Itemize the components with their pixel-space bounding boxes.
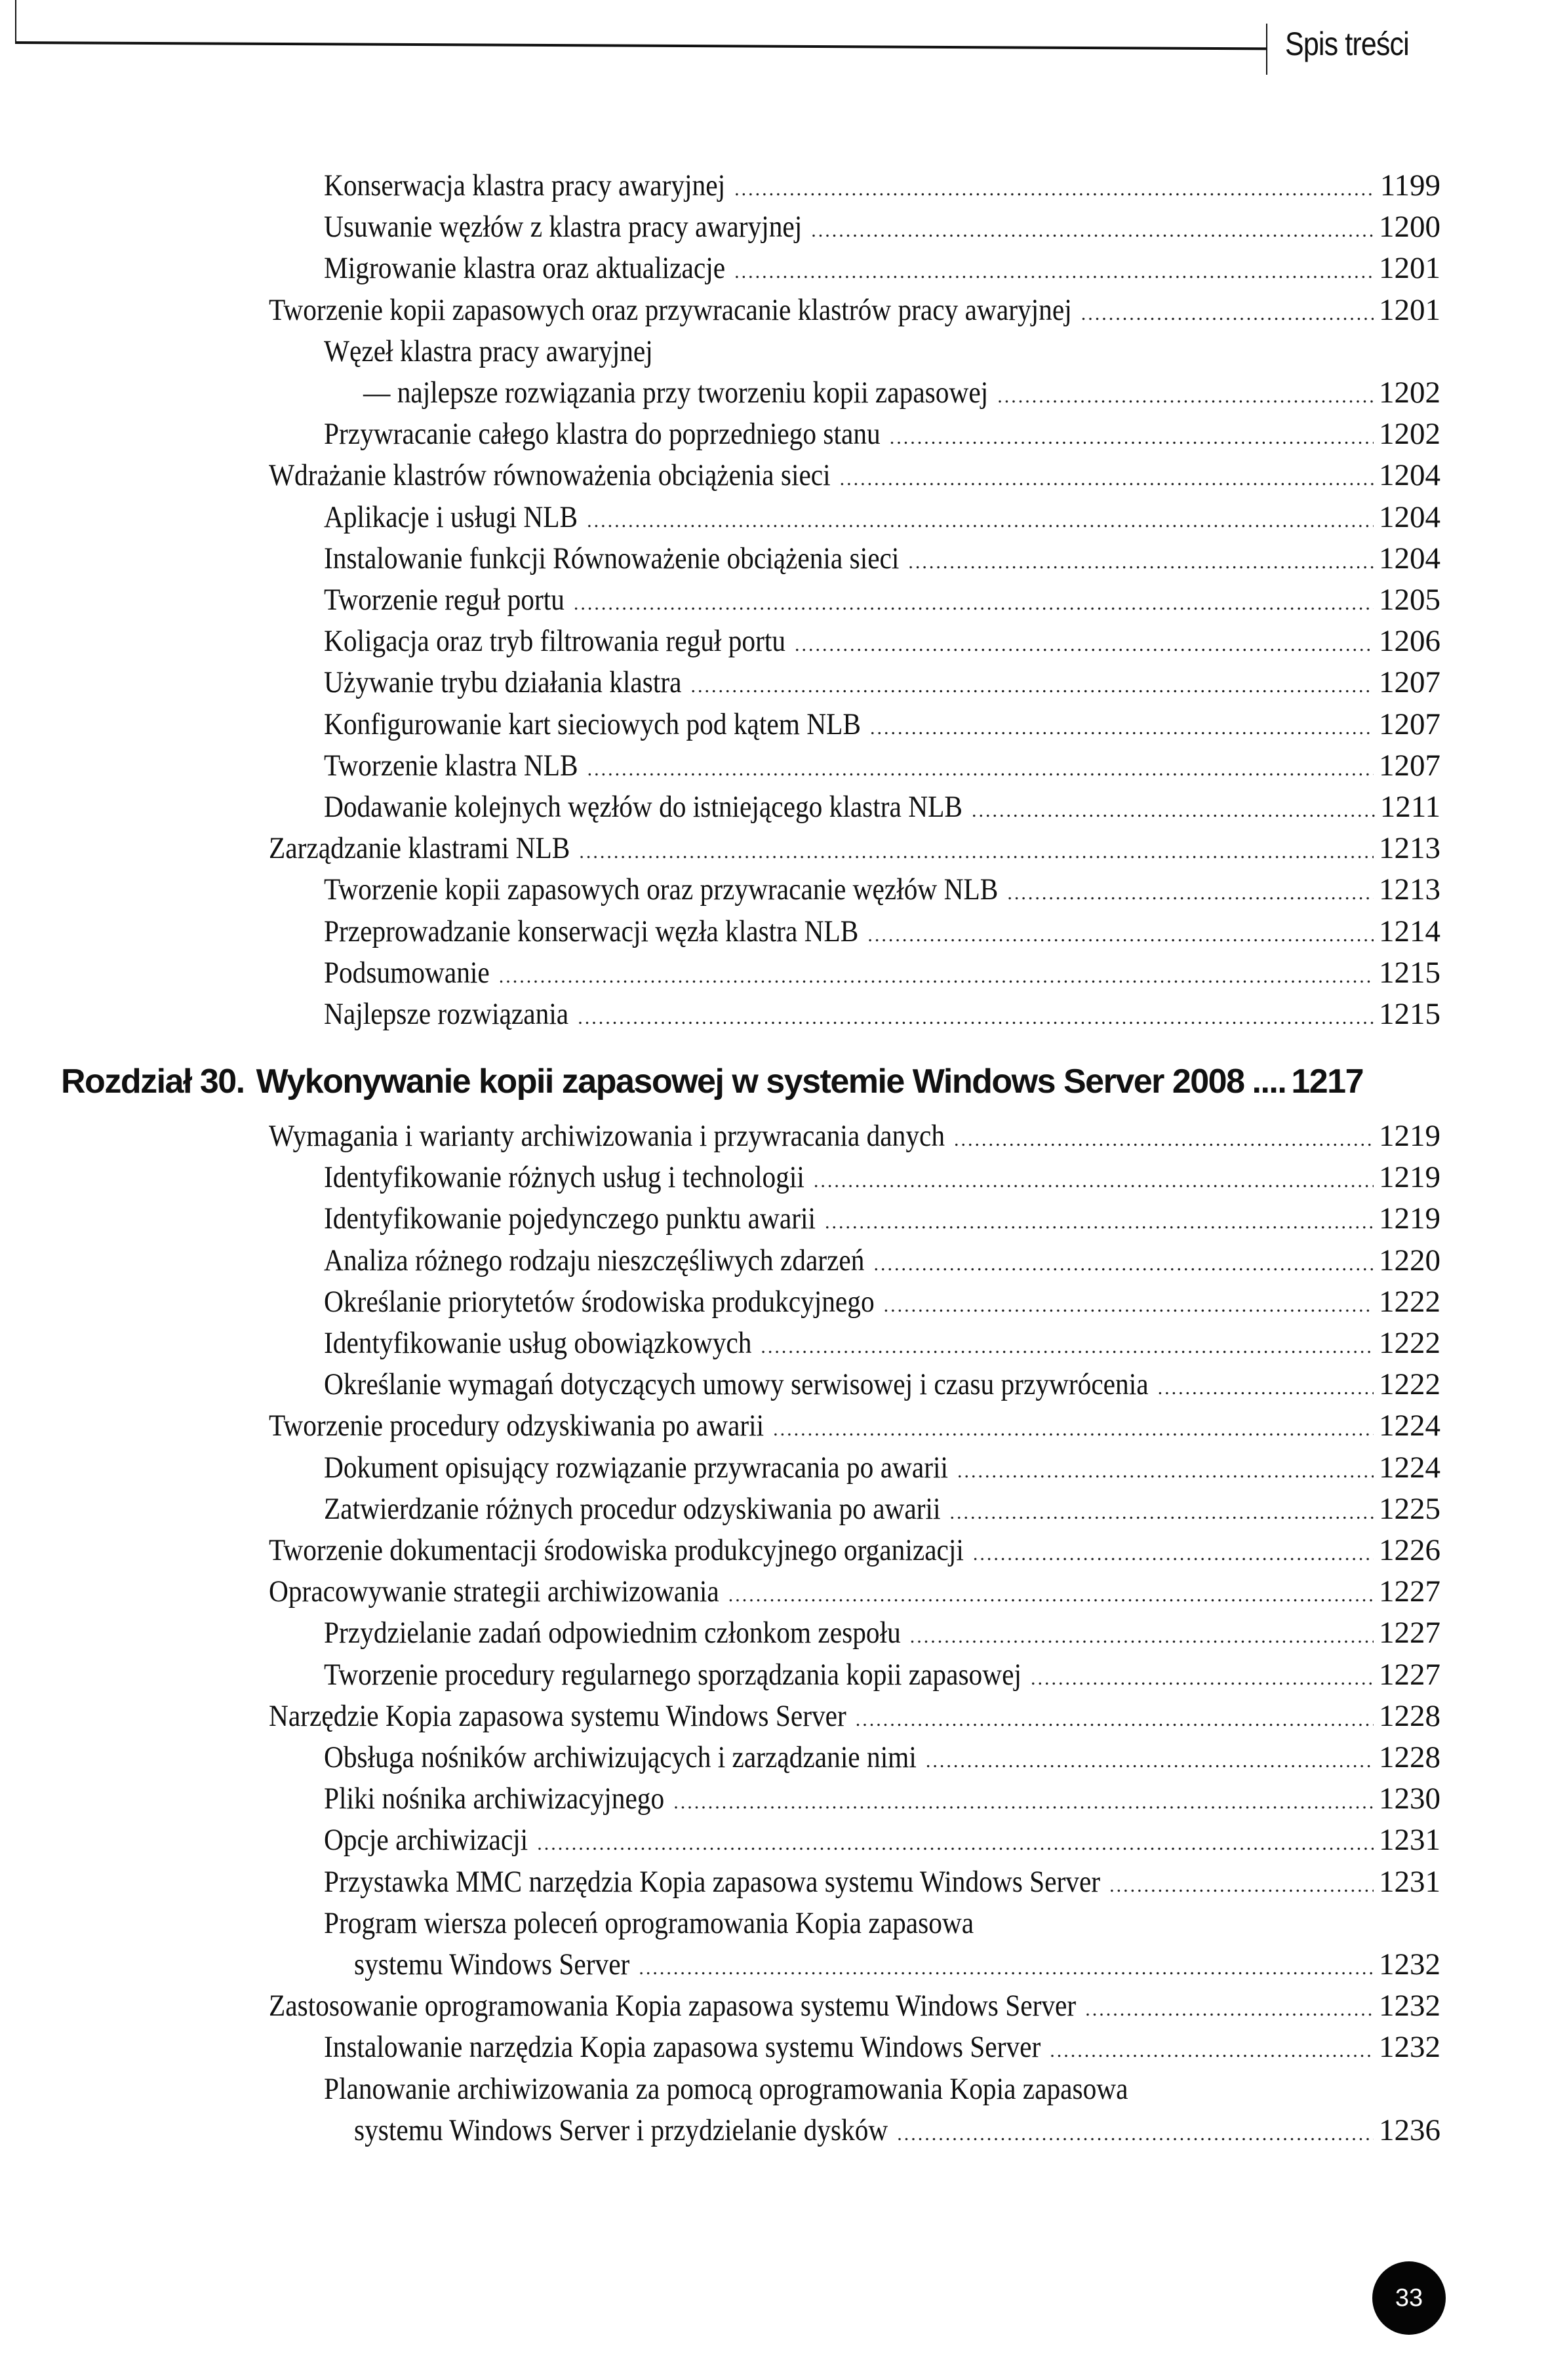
running-head: Spis treści — [1285, 26, 1409, 62]
toc-entry[interactable] — [269, 290, 1440, 334]
toc-entry[interactable] — [324, 911, 1440, 956]
header-rule — [15, 41, 1266, 50]
toc-entry-title: Przywracanie całego klastra do poprzedniego stanu — [324, 417, 881, 452]
toc-entry-title: Identyfikowanie pojedynczego punktu awarii — [324, 1201, 816, 1236]
toc-entry-page: 1207 — [1379, 665, 1440, 700]
toc-entry-title: Tworzenie klastra NLB — [324, 748, 578, 783]
toc-entry[interactable] — [354, 1944, 1440, 1989]
dot-leader — [1109, 1865, 1374, 1906]
toc-entry-title: Identyfikowanie usług obowiązkowych — [324, 1326, 752, 1360]
dot-leader — [957, 1451, 1374, 1492]
dot-leader — [926, 1741, 1374, 1782]
toc-entry-title: Identyfikowanie różnych usług i technologii — [324, 1160, 804, 1195]
toc-entry[interactable] — [324, 1240, 1440, 1285]
toc-entry-page: 1230 — [1379, 1782, 1440, 1816]
toc-entry-title: Zarządzanie klastrami NLB — [269, 831, 570, 866]
toc-entry-title: Wdrażanie klastrów równoważenia obciążenia sieci — [269, 458, 831, 493]
toc-entry-title: Dodawanie kolejnych węzłów do istniejącego klastra NLB — [324, 790, 963, 824]
dot-leader — [734, 252, 1374, 292]
toc-entry[interactable] — [324, 1447, 1440, 1492]
dot-leader — [954, 1120, 1374, 1160]
toc-entry[interactable] — [324, 1489, 1440, 1533]
toc-entry-page: 1204 — [1379, 541, 1440, 575]
dot-leader — [972, 790, 1375, 831]
toc-entry-page: 1219 — [1379, 1119, 1440, 1153]
toc-entry-page: 1200 — [1379, 210, 1440, 244]
toc-entry-title: Opcje archiwizacji — [324, 1823, 528, 1858]
chapter-title: Wykonywanie kopii zapasowej w systemie Windows Server 2008 — [256, 1063, 1244, 1101]
toc-entry[interactable] — [363, 372, 1440, 417]
toc-entry-title: Analiza różnego rodzaju nieszczęśliwych zdarzeń — [324, 1243, 865, 1278]
toc-entry[interactable] — [324, 1612, 1440, 1657]
toc-entry-title: Zastosowanie oprogramowania Kopia zapasowa systemu Windows Server — [269, 1989, 1077, 2023]
toc-entry[interactable] — [324, 497, 1440, 541]
toc-entry-page: 1231 — [1379, 1864, 1440, 1899]
toc-entry-page: 1211 — [1379, 790, 1440, 824]
toc-entry[interactable] — [324, 1862, 1440, 1906]
dot-leader — [691, 666, 1374, 707]
dot-leader — [950, 1492, 1374, 1533]
toc-entry-page: 1215 — [1379, 955, 1440, 990]
toc-entry[interactable] — [324, 579, 1440, 624]
toc-entry[interactable] — [269, 1405, 1440, 1450]
toc-entry-title: Przydzielanie zadań odpowiednim członkom zespołu — [324, 1616, 901, 1650]
toc-entry-page: 1206 — [1379, 624, 1440, 659]
toc-entry-page: 1222 — [1379, 1284, 1440, 1319]
toc-entry[interactable] — [324, 994, 1440, 1038]
dot-leader — [499, 956, 1374, 997]
dot-leader — [884, 1285, 1374, 1326]
toc-entry[interactable] — [324, 952, 1440, 997]
dot-leader — [1081, 294, 1374, 334]
page-number-badge — [1372, 2261, 1446, 2335]
dot-leader — [574, 583, 1374, 624]
toc-entry-title: Tworzenie kopii zapasowych oraz przywracanie węzłów NLB — [324, 872, 999, 907]
toc-entry-page: 1232 — [1379, 2030, 1440, 2065]
dot-leader — [867, 915, 1374, 956]
toc-entry-title: Używanie trybu działania klastra — [324, 665, 682, 700]
chapter-page: 1217 — [1291, 1063, 1363, 1101]
dot-leader — [761, 1327, 1374, 1367]
toc-entry-title: Konfigurowanie kart sieciowych pod kątem NLB — [324, 707, 861, 741]
toc-entry[interactable] — [324, 1157, 1440, 1201]
toc-entry-page: 1232 — [1379, 1947, 1440, 1981]
toc-entry[interactable] — [324, 1198, 1440, 1243]
toc-entry-title: Tworzenie reguł portu — [324, 583, 565, 617]
toc-entry-page: 1222 — [1379, 1367, 1440, 1402]
toc-entry[interactable] — [324, 2027, 1440, 2071]
toc-entry-page: 1227 — [1379, 1616, 1440, 1650]
toc-entry-title: Wymagania i warianty archiwizowania i przywracania danych — [269, 1119, 945, 1153]
toc-entry[interactable] — [324, 2069, 1440, 2109]
toc-entry-page: 1231 — [1379, 1823, 1440, 1858]
toc-entry-page: 1213 — [1379, 831, 1440, 866]
toc-entry-title: systemu Windows Server i przydzielanie dysków — [354, 2113, 888, 2147]
toc-entry-page: 1202 — [1379, 417, 1440, 452]
dot-leader — [734, 169, 1375, 210]
dot-leader — [811, 210, 1374, 251]
toc-entry-page: 1202 — [1379, 376, 1440, 410]
dot-leader — [537, 1824, 1374, 1864]
toc-entry-page: 1207 — [1379, 707, 1440, 741]
toc-entry-title: Węzeł klastra pracy awaryjnej — [324, 334, 653, 368]
dot-leader — [1031, 1658, 1374, 1699]
dot-leader — [870, 708, 1374, 749]
dot-leader — [579, 832, 1374, 872]
toc-entry-title: Tworzenie dokumentacji środowiska produkcyjnego organizacji — [269, 1533, 964, 1567]
dot-leader — [890, 418, 1374, 458]
dot-leader — [1085, 1989, 1374, 2030]
toc-entry[interactable] — [324, 662, 1440, 707]
toc-entry-title: systemu Windows Server — [354, 1947, 630, 1981]
toc-entry-title: Instalowanie funkcji Równoważenie obciążenia sieci — [324, 541, 900, 575]
toc-entry-page: 1236 — [1379, 2113, 1440, 2147]
toc-entry[interactable] — [324, 414, 1440, 458]
toc-entry-page: 1220 — [1379, 1243, 1440, 1278]
dot-leader — [997, 376, 1374, 417]
toc-entry[interactable] — [324, 1323, 1440, 1367]
dot-leader — [1158, 1368, 1374, 1409]
toc-entry[interactable] — [354, 2110, 1440, 2155]
chapter-number: Rozdział 30. — [61, 1063, 245, 1101]
toc-entry[interactable] — [324, 248, 1440, 292]
dot-leader — [673, 1782, 1374, 1823]
dot-leader — [1007, 873, 1374, 914]
toc-entry-page: 1227 — [1379, 1574, 1440, 1609]
toc-entry-page: 1232 — [1379, 1989, 1440, 2023]
toc-entry-page: 1222 — [1379, 1326, 1440, 1360]
toc-entry[interactable] — [324, 1364, 1440, 1409]
toc-entry-title: — najlepsze rozwiązania przy tworzeniu kopii zapasowej — [363, 376, 989, 410]
toc-entry-title: Tworzenie procedury odzyskiwania po awarii — [269, 1409, 764, 1443]
page-number: 33 — [1395, 2284, 1423, 2312]
toc-entry[interactable] — [269, 1571, 1440, 1616]
toc-entry[interactable] — [324, 787, 1440, 831]
dot-leader — [840, 459, 1374, 499]
toc-entry-page: 1224 — [1379, 1409, 1440, 1443]
toc-entry-title: Przystawka MMC narzędzia Kopia zapasowa systemu Windows Server — [324, 1864, 1101, 1899]
dot-leader — [825, 1202, 1374, 1243]
dot-leader — [587, 501, 1374, 541]
toc-entry[interactable] — [324, 745, 1440, 790]
toc-entry-title: Tworzenie kopii zapasowych oraz przywracanie klastrów pracy awaryjnej — [269, 292, 1072, 327]
dot-leader — [873, 1244, 1374, 1285]
toc-entry[interactable] — [269, 1985, 1440, 2030]
toc-entry-title: Dokument opisujący rozwiązanie przywracania po awarii — [324, 1450, 949, 1485]
toc-entry[interactable] — [324, 1737, 1440, 1782]
dot-leader — [973, 1534, 1374, 1574]
chapter-heading[interactable] — [61, 1062, 1438, 1101]
toc-entry[interactable] — [324, 331, 1440, 372]
toc-entry-page: 1207 — [1379, 748, 1440, 783]
toc-entry[interactable] — [269, 455, 1440, 499]
toc-entry-page: 1224 — [1379, 1450, 1440, 1485]
dot-leader — [814, 1161, 1374, 1201]
dot-leader — [773, 1409, 1374, 1450]
toc-entry-page: 1226 — [1379, 1533, 1440, 1567]
toc-entry[interactable] — [324, 1654, 1440, 1699]
toc-entry-title: Określanie priorytetów środowiska produkcyjnego — [324, 1284, 875, 1319]
toc-entry-title: Narzędzie Kopia zapasowa systemu Windows Server — [269, 1698, 846, 1733]
toc-entry[interactable] — [324, 165, 1440, 210]
toc-entry-page: 1204 — [1379, 458, 1440, 493]
toc-entry-page: 1199 — [1379, 168, 1440, 203]
toc-entry[interactable] — [269, 1696, 1440, 1740]
dot-leader — [856, 1700, 1374, 1740]
chapter-leader: .... — [1252, 1063, 1286, 1101]
toc-entry[interactable] — [324, 704, 1440, 749]
toc-entry-page: 1227 — [1379, 1657, 1440, 1692]
toc-entry[interactable] — [324, 1778, 1440, 1823]
toc-entry-title: Konserwacja klastra pracy awaryjnej — [324, 168, 726, 203]
toc-entry-title: Określanie wymagań dotyczących umowy serwisowej i czasu przywrócenia — [324, 1367, 1149, 1402]
toc-entry[interactable] — [324, 1820, 1440, 1864]
toc-entry-title: Podsumowanie — [324, 955, 490, 990]
dot-leader — [578, 998, 1374, 1038]
toc-entry-page: 1201 — [1379, 292, 1440, 327]
toc-entry-title: Migrowanie klastra oraz aktualizacje — [324, 251, 726, 286]
toc-entry-page: 1214 — [1379, 914, 1440, 948]
toc-entry-title: Usuwanie węzłów z klastra pracy awaryjnej — [324, 210, 803, 244]
toc-entry-title: Tworzenie procedury regularnego sporządzania kopii zapasowej — [324, 1657, 1022, 1692]
dot-leader — [910, 1616, 1374, 1657]
toc-entry[interactable] — [324, 1903, 1440, 1943]
dot-leader — [795, 625, 1374, 665]
toc-entry-title: Najlepsze rozwiązania — [324, 997, 569, 1031]
toc-entry-title: Aplikacje i usługi NLB — [324, 499, 578, 534]
toc-entry[interactable] — [324, 1281, 1440, 1326]
dot-leader — [897, 2114, 1374, 2155]
toc-entry-title: Opracowywanie strategii archiwizowania — [269, 1574, 719, 1609]
toc-entry-page: 1213 — [1379, 872, 1440, 907]
toc-entry-title: Koligacja oraz tryb filtrowania reguł portu — [324, 624, 786, 659]
toc-entry-page: 1219 — [1379, 1160, 1440, 1195]
toc-entry-title: Pliki nośnika archiwizacyjnego — [324, 1782, 665, 1816]
toc-entry[interactable] — [324, 869, 1440, 914]
toc-entry-page: 1219 — [1379, 1201, 1440, 1236]
dot-leader — [908, 542, 1374, 583]
toc-entry-title: Program wiersza poleceń oprogramowania Kopia zapasowa — [324, 1905, 974, 1940]
toc-entry[interactable] — [269, 828, 1440, 872]
toc-entry-title: Obsługa nośników archiwizujących i zarządzanie nimi — [324, 1740, 917, 1774]
toc-entry-title: Zatwierdzanie różnych procedur odzyskiwania po awarii — [324, 1491, 941, 1526]
toc-entry-title: Przeprowadzanie konserwacji węzła klastra NLB — [324, 914, 859, 948]
toc-entry[interactable] — [324, 538, 1440, 583]
toc-entry-title: Planowanie archiwizowania za pomocą oprogramowania Kopia zapasowa — [324, 2071, 1128, 2106]
toc-entry[interactable] — [269, 1116, 1440, 1160]
toc-entry-page: 1215 — [1379, 997, 1440, 1031]
header-separator — [1266, 24, 1267, 75]
toc-entry-page: 1205 — [1379, 583, 1440, 617]
toc-entry-page: 1225 — [1379, 1491, 1440, 1526]
dot-leader — [1050, 2031, 1374, 2071]
toc-entry[interactable] — [324, 206, 1440, 251]
toc-entry-title: Instalowanie narzędzia Kopia zapasowa systemu Windows Server — [324, 2030, 1041, 2065]
dot-leader — [728, 1575, 1374, 1616]
header-left-tick — [15, 0, 16, 43]
toc-entry-page: 1201 — [1379, 251, 1440, 286]
toc-entry[interactable] — [269, 1530, 1440, 1574]
toc-entry[interactable] — [324, 621, 1440, 665]
toc-entry-page: 1228 — [1379, 1698, 1440, 1733]
toc-entry-page: 1228 — [1379, 1740, 1440, 1774]
dot-leader — [587, 749, 1374, 790]
dot-leader — [639, 1948, 1374, 1989]
toc-entry-page: 1204 — [1379, 499, 1440, 534]
